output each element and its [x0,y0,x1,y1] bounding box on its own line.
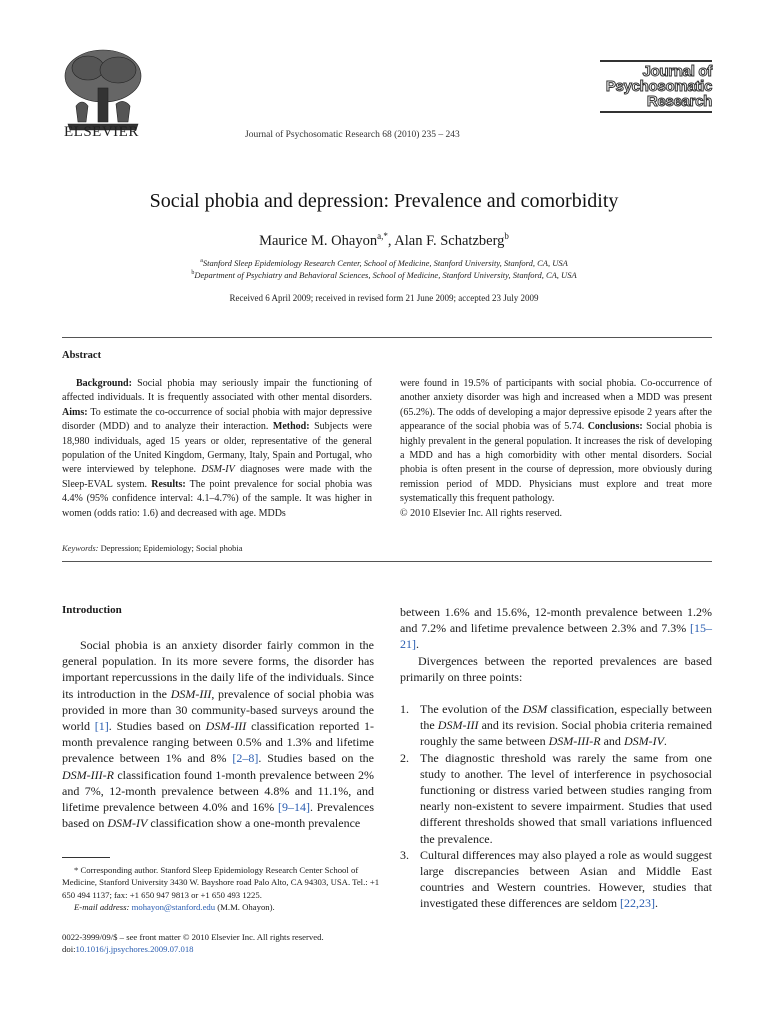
abstract-paragraph [62,377,372,521]
body-paragraph [62,637,374,831]
affiliation-a [0,258,768,268]
abstract-label-background: Background: [76,378,132,389]
abstract-label-conclusions: Conclusions: [587,421,643,433]
abstract-copyright: © 2010 Elsevier Inc. All rights reserved. [400,507,563,519]
list-item [400,847,712,912]
email-label: E-mail address: [74,902,130,913]
dsm-term: DSM-IV [623,734,664,749]
body-paragraph [400,604,712,653]
affiliation-marker: b [191,270,195,277]
dsm-term: DSM-III [437,718,479,733]
journal-logo [600,60,712,113]
reference-link[interactable]: [15–21] [400,621,712,652]
journal-logo-line-2: Psychosomatic [605,78,712,95]
numbered-list [400,701,712,912]
elsevier-tree-logo [58,46,148,132]
body-text: The evolution of the [420,702,523,717]
footnote-text: (M.M. Ohayon). [215,902,275,913]
body-text: . Prevalences based on [62,800,375,831]
corresponding-author-footnote [62,864,380,914]
footnote-email-line [62,901,380,913]
front-matter [62,931,392,956]
abstract-label-method: Method: [272,421,310,433]
abstract-paragraph [400,377,712,507]
abstract-left-column [62,377,372,521]
body-text: , prevalence of social phobia was provided in more than 30 community-based surveys around the world [62,686,374,734]
journal-citation: Journal of Psychosomatic Research 68 (2010) 235 – 243 [245,130,460,140]
author-affiliation-marker[interactable]: a,* [377,231,388,241]
doi-line [62,943,392,955]
keywords-label: Keywords: [62,543,99,553]
abstract-text: To estimate the co-occurrence of social phobia with major depressive disorder (MDD) and to analyze their interaction. [62,406,372,433]
affiliation-marker: a [200,258,203,265]
dsm-term: DSM-III [205,719,247,734]
abstract-right-column [400,377,712,521]
issn-line: 0022-3999/09/$ – see front matter © 2010 Elsevier Inc. All rights reserved. [62,932,324,942]
affiliation-text: Stanford Sleep Epidemiology Research Center, School of Medicine, Stanford University, Stanford, CA, USA [202,258,568,268]
footnote-rule [62,857,110,858]
reference-link[interactable]: [9–14] [277,800,310,815]
abstract-top-rule [62,337,712,338]
author-name: Maurice M. Ohayon [259,232,378,249]
received-dates: Received 6 April 2009; received in revised form 21 June 2009; accepted 23 July 2009 [229,293,539,303]
body-text: classification show a one-month prevalence [147,816,361,831]
keywords-list: Depression; Epidemiology; Social phobia [98,543,243,553]
abstract-heading: Abstract [62,350,102,361]
dsm-term: DSM-III-R [62,767,114,782]
body-text: between 1.6% and 15.6%, 12-month prevalence between 1.2% and 7.2% and lifetime prevalence between 2.3% and 7.3% [400,605,712,636]
body-text: and [600,734,624,749]
list-item [400,701,712,750]
abstract-text: The point prevalence for social phobia was 4.4% (95% confidence interval: 4.1–4.7%) of the sample. It was higher in women (odds ratio: 1.6) and decreased with age. MDDs [62,478,372,519]
keywords [62,543,243,553]
body-text: . [416,637,419,652]
body-text: . Studies based on [108,719,206,734]
dsm-term: DSM-III [170,686,212,701]
doi-link[interactable]: 10.1016/j.jpsychores.2009.07.018 [75,944,194,955]
publisher-name: ELSEVIER [64,124,139,140]
body-text: classification reported 1-month prevalence ranging between 0.5% and 1.3% and lifetime prevalence between 1% and 8% [62,719,374,766]
body-text: Cultural differences may also played a role as would suggest large discrepancies between Asian and Middle East countries and Western countries. However, studies that investigated these differences are seldom [420,847,712,911]
journal-logo-line-1: Journal of [642,63,712,80]
abstract-label-results: Results: [151,478,186,490]
list-item [400,750,712,847]
list-number: 1. [400,702,409,717]
body-text: The diagnostic threshold was rarely the same from one study to another. The level of interference in psychosocial functioning or distress varied between studies ranging from nearly non-existent to severe impairment. Studies that used different thresholds showed that small variations influenced the prevalence. [420,750,712,846]
body-text: . Studies based on the [258,751,374,766]
author-affiliation-marker[interactable]: b [504,231,509,241]
dsm-term: DSM-III-R [548,734,601,749]
dsm-term: DSM-IV [107,816,148,831]
authors [0,231,768,250]
abstract-bottom-rule [62,561,712,562]
body-text: . [663,734,667,749]
abstract-text: diagnoses were made with the Sleep-EVAL system. [62,464,372,490]
abstract-text: were found in 19.5% of participants with social phobia. Co-occurrence of another anxiety disorder was high and increased when a MDD was present (65.2%). The odds of developing a major depressive episode 2 years after the appearance of the social phobia was of 5.74. [400,378,712,433]
abstract-text: Social phobia is highly prevalent in the general population. It increases the risk of developing a MDD and has a high comorbidity with other mental disorders. Social phobia is often present in the course of depression, more obviously during remission period of MDD. Physicians must explore and treat more systematically this frequent pathology. [400,421,712,505]
body-text: and its revision. Social phobia criteria remained roughly the same between [420,718,712,749]
intro-left-column [62,637,374,831]
intro-right-column [400,604,712,912]
affiliation-b [0,270,768,280]
reference-link[interactable]: [22,23] [620,896,656,911]
list-number: 3. [400,847,409,862]
journal-logo-line-3: Research [646,93,712,110]
abstract-text: Subjects were 18,980 individuals, aged 15 years or older, representative of the general population of the United Kingdom, Germany, Italy, Spain and Portugal, who were interviewed by telephone. [62,421,372,476]
body-text: Social phobia is an anxiety disorder fairly common in the general population. In its more severe forms, the disorder has important repercussions in the daily life of the individuals. Since its introduction in the [62,638,374,701]
author-name: Alan F. Schatzberg [394,232,505,249]
doi-label: doi: [62,944,76,955]
list-number: 2. [400,750,409,765]
affiliation-text: Department of Psychiatry and Behavioral Sciences, School of Medicine, Stanford University, Stanford, CA, USA [194,270,577,280]
section-heading-introduction: Introduction [62,604,122,616]
reference-link[interactable]: [2–8] [232,751,259,766]
author-separator: , [387,232,395,249]
dsm-term: DSM [522,702,548,717]
body-text: classification found 1-month prevalence between 2% and 7%, 12-month prevalence between 4.8% and 11.1%, and lifetime prevalence between 4.0% and 16% [62,767,374,815]
body-text: . [655,896,659,911]
email-link[interactable]: mohayon@stanford.edu [131,902,216,913]
abstract-text: Social phobia may seriously impair the functioning of affected individuals. It is frequently associated with other mental disorders. [62,378,372,404]
body-paragraph: Divergences between the reported prevalences are based primarily on three points: [400,653,712,684]
reference-link[interactable]: [1] [94,719,109,734]
article-title: Social phobia and depression: Prevalence and comorbidity [149,190,619,212]
body-text: classification, especially between the [420,702,713,733]
abstract-label-aims: Aims: [62,406,88,418]
footnote-text: * Corresponding author. Stanford Sleep Epidemiology Research Center School of Medicine, Stanford University 3430 W. Bayshore road Palo Alto, CA 94303, USA. Tel.: +1 650 494 1137; fax: +1 650 947 9813 or +1 650 493 1225. [62,865,380,900]
abstract-dsm-term: DSM-IV [201,464,235,476]
